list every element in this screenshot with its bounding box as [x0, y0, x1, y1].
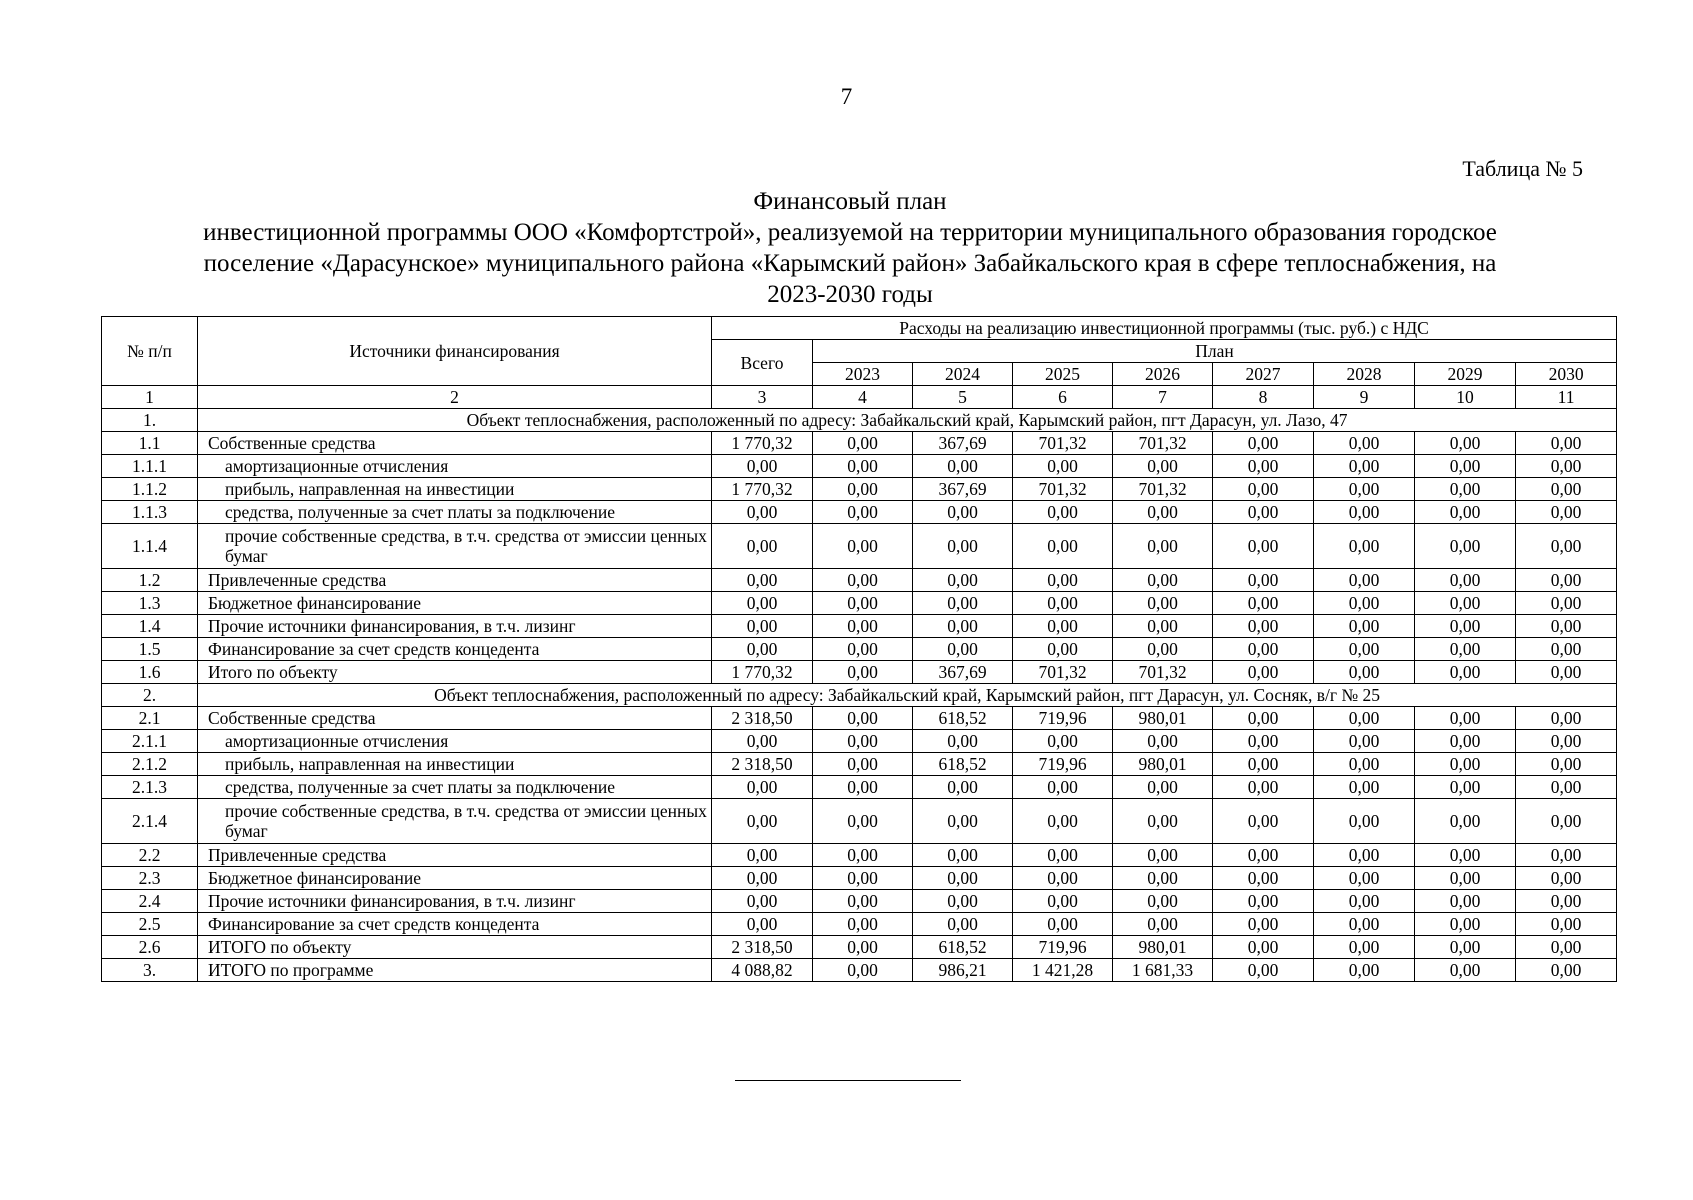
header-source: Источники финансирования — [198, 317, 712, 386]
row-source-name: ИТОГО по программе — [198, 959, 712, 982]
row-value: 0,00 — [813, 569, 913, 592]
object-number: 1. — [102, 409, 198, 432]
table-row — [102, 913, 1617, 936]
row-value: 986,21 — [913, 959, 1013, 982]
row-value: 0,00 — [1213, 890, 1314, 913]
row-value: 0,00 — [813, 959, 913, 982]
row-value: 719,96 — [1013, 707, 1113, 730]
row-value: 0,00 — [1213, 478, 1314, 501]
row-value: 0,00 — [1415, 776, 1516, 799]
object-header-row — [102, 684, 1617, 707]
row-value: 0,00 — [1213, 569, 1314, 592]
row-value: 0,00 — [712, 615, 813, 638]
row-number: 1.4 — [102, 615, 198, 638]
header-year: 2025 — [1013, 363, 1113, 386]
row-value: 0,00 — [1113, 730, 1213, 753]
row-value: 0,00 — [1314, 799, 1415, 844]
row-value: 0,00 — [1213, 661, 1314, 684]
column-number: 5 — [913, 386, 1013, 409]
row-value: 0,00 — [1013, 638, 1113, 661]
table-row — [102, 455, 1617, 478]
row-value: 0,00 — [712, 844, 813, 867]
table-row — [102, 524, 1617, 569]
row-value: 0,00 — [1213, 753, 1314, 776]
header-plan: План — [813, 340, 1617, 363]
row-value: 0,00 — [1213, 730, 1314, 753]
header-expenses: Расходы на реализацию инвестиционной программы (тыс. руб.) с НДС — [712, 317, 1617, 340]
row-value: 0,00 — [813, 455, 913, 478]
row-value: 0,00 — [1516, 455, 1617, 478]
row-value: 0,00 — [1314, 455, 1415, 478]
row-value: 0,00 — [1314, 569, 1415, 592]
row-value: 0,00 — [1516, 753, 1617, 776]
row-value: 0,00 — [1013, 730, 1113, 753]
row-value: 0,00 — [1213, 959, 1314, 982]
column-number: 2 — [198, 386, 712, 409]
row-value: 701,32 — [1113, 478, 1213, 501]
row-value: 701,32 — [1113, 661, 1213, 684]
header-year: 2028 — [1314, 363, 1415, 386]
row-value: 0,00 — [1213, 524, 1314, 569]
row-number: 2.2 — [102, 844, 198, 867]
header-year: 2029 — [1415, 363, 1516, 386]
row-value: 0,00 — [1415, 569, 1516, 592]
table-row — [102, 730, 1617, 753]
header-total: Всего — [712, 340, 813, 386]
row-number: 1.1.4 — [102, 524, 198, 569]
row-value: 1 770,32 — [712, 661, 813, 684]
row-value: 4 088,82 — [712, 959, 813, 982]
object-title: Объект теплоснабжения, расположенный по адресу: Забайкальский край, Карымский район, пгт Дарасун, ул. Лазо, 47 — [198, 409, 1617, 432]
row-value: 0,00 — [1415, 799, 1516, 844]
row-value: 0,00 — [1013, 844, 1113, 867]
row-value: 0,00 — [1113, 776, 1213, 799]
row-value: 0,00 — [1013, 867, 1113, 890]
row-value: 0,00 — [1113, 455, 1213, 478]
row-number: 1.6 — [102, 661, 198, 684]
table-row — [102, 661, 1617, 684]
row-value: 367,69 — [913, 661, 1013, 684]
row-number: 2.1 — [102, 707, 198, 730]
row-value: 0,00 — [1314, 524, 1415, 569]
row-value: 701,32 — [1013, 661, 1113, 684]
row-value: 0,00 — [1113, 867, 1213, 890]
table-row — [102, 615, 1617, 638]
row-value: 0,00 — [1314, 707, 1415, 730]
row-source-name: Собственные средства — [198, 432, 712, 455]
column-number: 8 — [1213, 386, 1314, 409]
row-value: 0,00 — [913, 569, 1013, 592]
row-number: 1.1.2 — [102, 478, 198, 501]
row-value: 618,52 — [913, 707, 1013, 730]
row-value: 0,00 — [1113, 524, 1213, 569]
row-value: 0,00 — [1113, 501, 1213, 524]
column-number: 10 — [1415, 386, 1516, 409]
row-value: 1 421,28 — [1013, 959, 1113, 982]
row-value: 367,69 — [913, 478, 1013, 501]
row-value: 0,00 — [1213, 592, 1314, 615]
row-value: 0,00 — [712, 799, 813, 844]
row-number: 2.1.3 — [102, 776, 198, 799]
table-row — [102, 501, 1617, 524]
table-row — [102, 936, 1617, 959]
row-value: 0,00 — [1415, 592, 1516, 615]
table-row — [102, 844, 1617, 867]
row-value: 719,96 — [1013, 936, 1113, 959]
row-value: 0,00 — [712, 592, 813, 615]
row-value: 0,00 — [913, 524, 1013, 569]
row-value: 1 770,32 — [712, 432, 813, 455]
row-value: 0,00 — [1213, 776, 1314, 799]
column-number: 6 — [1013, 386, 1113, 409]
row-value: 0,00 — [1213, 844, 1314, 867]
row-value: 0,00 — [1415, 730, 1516, 753]
row-number: 2.5 — [102, 913, 198, 936]
row-value: 0,00 — [1213, 638, 1314, 661]
row-value: 2 318,50 — [712, 936, 813, 959]
table-row — [102, 592, 1617, 615]
row-value: 0,00 — [1314, 890, 1415, 913]
object-title: Объект теплоснабжения, расположенный по адресу: Забайкальский край, Карымский район, пгт Дарасун, ул. Сосняк, в/г № 25 — [198, 684, 1617, 707]
page-number: 7 — [840, 84, 853, 109]
row-value: 0,00 — [1415, 890, 1516, 913]
row-value: 0,00 — [1013, 890, 1113, 913]
row-value: 0,00 — [1013, 455, 1113, 478]
row-value: 0,00 — [712, 913, 813, 936]
row-number: 1.2 — [102, 569, 198, 592]
row-value: 0,00 — [1415, 753, 1516, 776]
row-source-name: амортизационные отчисления — [198, 730, 712, 753]
table-row — [102, 776, 1617, 799]
row-value: 0,00 — [1516, 844, 1617, 867]
row-value: 0,00 — [1314, 592, 1415, 615]
row-value: 0,00 — [712, 867, 813, 890]
row-value: 0,00 — [1415, 524, 1516, 569]
row-value: 0,00 — [1415, 638, 1516, 661]
row-value: 0,00 — [1415, 661, 1516, 684]
row-value: 0,00 — [1314, 867, 1415, 890]
row-value: 367,69 — [913, 432, 1013, 455]
column-number: 4 — [813, 386, 913, 409]
row-value: 0,00 — [1213, 455, 1314, 478]
row-value: 0,00 — [913, 890, 1013, 913]
row-value: 0,00 — [1013, 592, 1113, 615]
row-value: 0,00 — [813, 478, 913, 501]
row-value: 0,00 — [813, 913, 913, 936]
row-value: 0,00 — [1516, 867, 1617, 890]
title-line-4: 2023-2030 годы — [767, 281, 933, 308]
header-num: № п/п — [102, 317, 198, 386]
row-value: 0,00 — [1415, 936, 1516, 959]
row-value: 0,00 — [1314, 501, 1415, 524]
column-number: 9 — [1314, 386, 1415, 409]
column-number: 3 — [712, 386, 813, 409]
row-value: 0,00 — [1213, 707, 1314, 730]
row-value: 0,00 — [913, 501, 1013, 524]
row-value: 0,00 — [1113, 890, 1213, 913]
row-value: 0,00 — [1013, 615, 1113, 638]
row-value: 2 318,50 — [712, 707, 813, 730]
header-year: 2030 — [1516, 363, 1617, 386]
row-value: 0,00 — [712, 890, 813, 913]
row-value: 0,00 — [1213, 501, 1314, 524]
row-value: 0,00 — [712, 569, 813, 592]
row-value: 0,00 — [813, 638, 913, 661]
row-value: 0,00 — [913, 592, 1013, 615]
row-source-name: Привлеченные средства — [198, 569, 712, 592]
row-value: 0,00 — [1516, 478, 1617, 501]
table-row — [102, 799, 1617, 844]
header-year: 2026 — [1113, 363, 1213, 386]
row-value: 0,00 — [712, 730, 813, 753]
row-number: 1.1 — [102, 432, 198, 455]
table-body — [102, 409, 1617, 982]
row-value: 0,00 — [1415, 615, 1516, 638]
row-number: 1.5 — [102, 638, 198, 661]
row-value: 0,00 — [813, 867, 913, 890]
row-value: 0,00 — [1314, 776, 1415, 799]
row-number: 3. — [102, 959, 198, 982]
row-value: 0,00 — [1516, 661, 1617, 684]
row-value: 0,00 — [913, 776, 1013, 799]
row-value: 0,00 — [1113, 638, 1213, 661]
row-value: 0,00 — [1213, 615, 1314, 638]
table-row — [102, 638, 1617, 661]
row-source-name: средства, полученные за счет платы за подключение — [198, 501, 712, 524]
row-value: 0,00 — [913, 455, 1013, 478]
header-year: 2023 — [813, 363, 913, 386]
table-row — [102, 432, 1617, 455]
row-value: 0,00 — [1113, 592, 1213, 615]
row-value: 0,00 — [1314, 478, 1415, 501]
row-value: 0,00 — [1013, 501, 1113, 524]
row-number: 2.3 — [102, 867, 198, 890]
row-value: 0,00 — [1113, 569, 1213, 592]
header-row-1 — [102, 317, 1617, 340]
column-number: 11 — [1516, 386, 1617, 409]
header-year: 2024 — [913, 363, 1013, 386]
row-number: 2.1.1 — [102, 730, 198, 753]
row-value: 0,00 — [1314, 959, 1415, 982]
row-value: 0,00 — [1213, 799, 1314, 844]
title-line-2: инвестиционной программы ООО «Комфортстрой», реализуемой на территории муниципального образования городское — [203, 219, 1497, 246]
row-value: 0,00 — [913, 913, 1013, 936]
row-source-name: прибыль, направленная на инвестиции — [198, 478, 712, 501]
row-value: 0,00 — [913, 844, 1013, 867]
row-value: 618,52 — [913, 936, 1013, 959]
row-value: 0,00 — [1516, 615, 1617, 638]
row-value: 701,32 — [1013, 478, 1113, 501]
column-number: 7 — [1113, 386, 1213, 409]
table-label: Таблица № 5 — [1462, 156, 1583, 181]
row-value: 0,00 — [1415, 867, 1516, 890]
row-value: 0,00 — [913, 867, 1013, 890]
row-value: 0,00 — [813, 661, 913, 684]
table-row — [102, 890, 1617, 913]
row-value: 0,00 — [1013, 524, 1113, 569]
row-value: 0,00 — [813, 615, 913, 638]
row-value: 0,00 — [813, 799, 913, 844]
table-row — [102, 867, 1617, 890]
row-value: 0,00 — [1013, 776, 1113, 799]
row-value: 0,00 — [1113, 615, 1213, 638]
row-source-name: прочие собственные средства, в т.ч. средства от эмиссии ценных бумаг — [198, 524, 712, 569]
table-row — [102, 478, 1617, 501]
row-source-name: Бюджетное финансирование — [198, 867, 712, 890]
row-value: 1 770,32 — [712, 478, 813, 501]
row-value: 0,00 — [1415, 707, 1516, 730]
row-value: 0,00 — [813, 776, 913, 799]
row-value: 719,96 — [1013, 753, 1113, 776]
row-source-name: Собственные средства — [198, 707, 712, 730]
row-number: 2.4 — [102, 890, 198, 913]
row-value: 980,01 — [1113, 707, 1213, 730]
row-number: 1.3 — [102, 592, 198, 615]
row-value: 0,00 — [1516, 432, 1617, 455]
row-value: 0,00 — [913, 799, 1013, 844]
row-value: 0,00 — [1516, 524, 1617, 569]
row-source-name: Финансирование за счет средств концедента — [198, 913, 712, 936]
row-value: 701,32 — [1013, 432, 1113, 455]
object-header-row — [102, 409, 1617, 432]
row-value: 0,00 — [1516, 730, 1617, 753]
row-value: 0,00 — [1314, 936, 1415, 959]
row-value: 0,00 — [1213, 432, 1314, 455]
column-numbers-row — [102, 386, 1617, 409]
row-source-name: Прочие источники финансирования, в т.ч. лизинг — [198, 890, 712, 913]
row-value: 0,00 — [813, 844, 913, 867]
row-source-name: ИТОГО по объекту — [198, 936, 712, 959]
row-value: 0,00 — [712, 776, 813, 799]
header-year: 2027 — [1213, 363, 1314, 386]
row-value: 0,00 — [813, 524, 913, 569]
table-row — [102, 707, 1617, 730]
row-value: 980,01 — [1113, 753, 1213, 776]
row-source-name: Итого по объекту — [198, 661, 712, 684]
object-number: 2. — [102, 684, 198, 707]
row-value: 0,00 — [1516, 913, 1617, 936]
row-value: 0,00 — [813, 890, 913, 913]
row-value: 701,32 — [1113, 432, 1213, 455]
row-value: 0,00 — [1213, 867, 1314, 890]
row-value: 0,00 — [1314, 730, 1415, 753]
row-value: 0,00 — [1113, 844, 1213, 867]
row-value: 0,00 — [913, 638, 1013, 661]
row-source-name: амортизационные отчисления — [198, 455, 712, 478]
row-value: 0,00 — [1516, 707, 1617, 730]
row-value: 0,00 — [1516, 959, 1617, 982]
row-value: 0,00 — [1516, 592, 1617, 615]
row-value: 0,00 — [1013, 799, 1113, 844]
table-row — [102, 569, 1617, 592]
row-value: 0,00 — [1013, 913, 1113, 936]
document-title — [110, 186, 1590, 310]
row-value: 0,00 — [1113, 799, 1213, 844]
financial-plan-table — [101, 316, 1617, 982]
row-value: 0,00 — [1516, 776, 1617, 799]
row-value: 0,00 — [1314, 661, 1415, 684]
row-value: 0,00 — [813, 592, 913, 615]
row-value: 0,00 — [913, 615, 1013, 638]
row-value: 0,00 — [1415, 432, 1516, 455]
row-value: 0,00 — [1314, 753, 1415, 776]
row-number: 1.1.3 — [102, 501, 198, 524]
row-value: 0,00 — [712, 524, 813, 569]
row-value: 0,00 — [1516, 799, 1617, 844]
row-value: 0,00 — [712, 638, 813, 661]
row-source-name: прочие собственные средства, в т.ч. средства от эмиссии ценных бумаг — [198, 799, 712, 844]
row-value: 2 318,50 — [712, 753, 813, 776]
row-value: 0,00 — [1516, 936, 1617, 959]
end-rule — [735, 1080, 961, 1081]
row-value: 0,00 — [712, 455, 813, 478]
row-value: 0,00 — [813, 501, 913, 524]
row-value: 0,00 — [1314, 913, 1415, 936]
row-number: 2.6 — [102, 936, 198, 959]
row-number: 2.1.2 — [102, 753, 198, 776]
row-value: 0,00 — [1013, 569, 1113, 592]
column-number: 1 — [102, 386, 198, 409]
row-source-name: Финансирование за счет средств концедента — [198, 638, 712, 661]
row-value: 0,00 — [1415, 501, 1516, 524]
row-value: 0,00 — [1213, 913, 1314, 936]
row-value: 0,00 — [1415, 959, 1516, 982]
row-value: 980,01 — [1113, 936, 1213, 959]
title-line-1: Финансовый план — [753, 188, 947, 215]
row-source-name: Прочие источники финансирования, в т.ч. лизинг — [198, 615, 712, 638]
row-source-name: Привлеченные средства — [198, 844, 712, 867]
row-value: 0,00 — [1516, 569, 1617, 592]
row-value: 0,00 — [1415, 844, 1516, 867]
row-value: 0,00 — [813, 753, 913, 776]
row-value: 0,00 — [913, 730, 1013, 753]
row-value: 0,00 — [1415, 478, 1516, 501]
row-value: 0,00 — [1415, 455, 1516, 478]
row-value: 0,00 — [813, 707, 913, 730]
row-value: 0,00 — [813, 432, 913, 455]
row-value: 0,00 — [813, 730, 913, 753]
row-value: 0,00 — [1213, 936, 1314, 959]
row-value: 0,00 — [712, 501, 813, 524]
table-row — [102, 753, 1617, 776]
row-value: 0,00 — [1516, 501, 1617, 524]
row-value: 1 681,33 — [1113, 959, 1213, 982]
row-value: 0,00 — [1314, 638, 1415, 661]
row-value: 0,00 — [1314, 615, 1415, 638]
row-source-name: прибыль, направленная на инвестиции — [198, 753, 712, 776]
row-number: 1.1.1 — [102, 455, 198, 478]
row-value: 618,52 — [913, 753, 1013, 776]
row-source-name: Бюджетное финансирование — [198, 592, 712, 615]
grand-total-row — [102, 959, 1617, 982]
row-value: 0,00 — [813, 936, 913, 959]
row-value: 0,00 — [1516, 638, 1617, 661]
title-line-3: поселение «Дарасунское» муниципального района «Карымский район» Забайкальского края в сфере теплоснабжения, на — [203, 250, 1497, 277]
row-number: 2.1.4 — [102, 799, 198, 844]
row-value: 0,00 — [1314, 432, 1415, 455]
row-value: 0,00 — [1113, 913, 1213, 936]
row-source-name: средства, полученные за счет платы за подключение — [198, 776, 712, 799]
row-value: 0,00 — [1516, 890, 1617, 913]
row-value: 0,00 — [1314, 844, 1415, 867]
row-value: 0,00 — [1415, 913, 1516, 936]
